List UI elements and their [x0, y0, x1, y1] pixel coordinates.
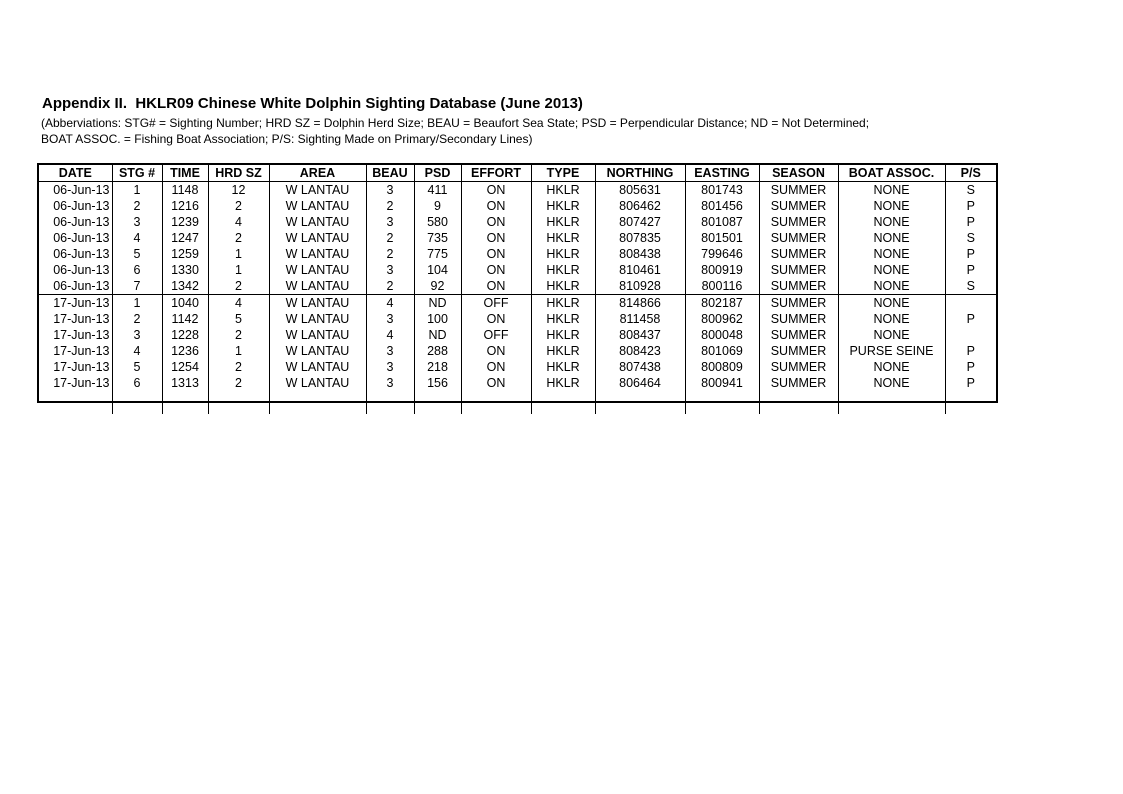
table-cell: 06-Jun-13 — [53, 262, 110, 277]
table-cell: P — [945, 311, 996, 327]
table-cell: HKLR — [531, 311, 595, 327]
table-cell: HKLR — [531, 359, 595, 375]
table-cell-empty — [838, 391, 945, 414]
table-cell: HKLR — [531, 214, 595, 230]
table-cell: 800048 — [685, 327, 759, 343]
table-cell: 1 — [112, 182, 162, 199]
table-cell: 800919 — [685, 262, 759, 278]
table-cell: 800962 — [685, 311, 759, 327]
table-cell: 799646 — [685, 246, 759, 262]
table-cell: 6 — [112, 262, 162, 278]
table-cell-empty — [595, 391, 685, 414]
table-cell: SUMMER — [759, 375, 838, 391]
table-cell: 801087 — [685, 214, 759, 230]
table-cell: 1330 — [162, 262, 208, 278]
table-cell: 411 — [414, 182, 461, 199]
table-cell: SUMMER — [759, 230, 838, 246]
table-cell-empty — [112, 391, 162, 414]
table-cell: 2 — [112, 198, 162, 214]
table-cell: ON — [461, 359, 531, 375]
table-cell-empty — [461, 391, 531, 414]
table-cell: 2 — [208, 327, 269, 343]
table-cell: 17-Jun-13 — [39, 295, 112, 312]
table-cell-empty — [162, 391, 208, 414]
table-cell: SUMMER — [759, 246, 838, 262]
table-cell: 811458 — [595, 311, 685, 327]
table-cell: W LANTAU — [269, 246, 366, 262]
table-cell-empty — [269, 391, 366, 414]
table-cell: 3 — [366, 214, 414, 230]
table-cell: 1236 — [162, 343, 208, 359]
table-cell: S — [945, 278, 996, 295]
table-cell: 800116 — [685, 278, 759, 295]
table-cell: SUMMER — [759, 327, 838, 343]
table-cell: 12 — [208, 182, 269, 199]
table-cell: ON — [461, 246, 531, 262]
table-cell: 2 — [366, 198, 414, 214]
table-cell: 580 — [414, 214, 461, 230]
table-cell: NONE — [838, 327, 945, 343]
table-row — [39, 359, 996, 375]
table-cell: HKLR — [531, 182, 595, 199]
table-cell: 06-Jun-13 — [53, 214, 110, 229]
table-cell: 1313 — [162, 375, 208, 391]
table-cell: HKLR — [531, 343, 595, 359]
column-header: PSD — [414, 165, 461, 182]
table-cell: HKLR — [531, 327, 595, 343]
column-header: HRD SZ — [208, 165, 269, 182]
table-row — [39, 295, 996, 312]
table-cell: HKLR — [531, 230, 595, 246]
table-cell: 17-Jun-13 — [53, 343, 110, 358]
table-cell: SUMMER — [759, 343, 838, 359]
table-cell: 3 — [366, 343, 414, 359]
table-cell-empty — [39, 391, 112, 414]
table-cell — [945, 327, 996, 343]
table-row — [39, 230, 996, 246]
table-cell: 2 — [208, 375, 269, 391]
table-cell: 3 — [366, 262, 414, 278]
table-cell: 2 — [366, 230, 414, 246]
table-cell: OFF — [461, 295, 531, 312]
table-row — [39, 278, 996, 295]
table-header-row — [39, 165, 996, 182]
table-cell: 814866 — [595, 295, 685, 312]
table-cell: HKLR — [531, 278, 595, 295]
table-cell: W LANTAU — [269, 375, 366, 391]
table-cell: HKLR — [531, 375, 595, 391]
table-cell: SUMMER — [759, 198, 838, 214]
table-cell: NONE — [838, 359, 945, 375]
table-cell: NONE — [838, 214, 945, 230]
table-cell: 2 — [208, 278, 269, 295]
table-cell — [945, 295, 996, 312]
table-cell: 06-Jun-13 — [53, 246, 110, 261]
table-cell: NONE — [838, 311, 945, 327]
table-cell: 1 — [208, 246, 269, 262]
table-cell: 1142 — [162, 311, 208, 327]
table-row — [39, 214, 996, 230]
table-cell: SUMMER — [759, 278, 838, 295]
table-cell: 4 — [112, 230, 162, 246]
table-cell: NONE — [838, 198, 945, 214]
table-cell: NONE — [838, 278, 945, 295]
table-cell: 06-Jun-13 — [53, 182, 110, 197]
sighting-table-frame — [37, 163, 998, 403]
table-cell-empty — [945, 391, 996, 414]
table-cell: 2 — [366, 278, 414, 295]
table-cell: 5 — [208, 311, 269, 327]
table-cell: 17-Jun-13 — [53, 327, 110, 342]
table-cell: 100 — [414, 311, 461, 327]
table-cell: NONE — [838, 182, 945, 199]
table-cell: 2 — [208, 198, 269, 214]
table-cell: 808438 — [595, 246, 685, 262]
table-cell: 1148 — [162, 182, 208, 199]
column-header: NORTHING — [595, 165, 685, 182]
table-cell: 156 — [414, 375, 461, 391]
table-cell: 3 — [112, 214, 162, 230]
table-cell: PURSE SEINE — [838, 343, 945, 359]
table-row — [39, 375, 996, 391]
table-cell: 4 — [366, 295, 414, 312]
table-cell: 805631 — [595, 182, 685, 199]
table-cell: 802187 — [685, 295, 759, 312]
table-cell: 807438 — [595, 359, 685, 375]
table-cell: W LANTAU — [269, 230, 366, 246]
table-cell: P — [945, 359, 996, 375]
table-cell: 4 — [208, 295, 269, 312]
table-cell: 2 — [208, 230, 269, 246]
table-cell: P — [945, 375, 996, 391]
column-header: SEASON — [759, 165, 838, 182]
table-row — [39, 182, 996, 199]
table-cell: SUMMER — [759, 295, 838, 312]
table-cell: 806462 — [595, 198, 685, 214]
table-cell: 735 — [414, 230, 461, 246]
table-cell: P — [945, 262, 996, 278]
abbreviations-line-1: (Abberviations: STG# = Sighting Number; HRD SZ = Dolphin Herd Size; BEAU = Beaufort Sea State; PSD = Perpendicular Distance; ND = Not Determined; — [41, 116, 870, 130]
table-cell: 806464 — [595, 375, 685, 391]
table-cell: S — [945, 230, 996, 246]
table-cell: 1254 — [162, 359, 208, 375]
table-cell: 807835 — [595, 230, 685, 246]
table-cell: HKLR — [531, 295, 595, 312]
table-cell: 801743 — [685, 182, 759, 199]
column-header: BOAT ASSOC. — [838, 165, 945, 182]
table-cell: 3 — [366, 359, 414, 375]
table-cell: ON — [461, 198, 531, 214]
table-cell: ND — [414, 327, 461, 343]
table-cell: NONE — [838, 375, 945, 391]
table-cell: 6 — [112, 375, 162, 391]
table-cell: 1216 — [162, 198, 208, 214]
column-header: STG # — [112, 165, 162, 182]
table-cell: ON — [461, 262, 531, 278]
table-cell: 800941 — [685, 375, 759, 391]
table-cell: ON — [461, 214, 531, 230]
table-row — [39, 311, 996, 327]
table-cell: 5 — [112, 359, 162, 375]
table-cell: NONE — [838, 246, 945, 262]
table-row — [39, 262, 996, 278]
table-cell: OFF — [461, 327, 531, 343]
table-cell: W LANTAU — [269, 214, 366, 230]
table-cell: ON — [461, 311, 531, 327]
table-cell: 17-Jun-13 — [53, 375, 110, 390]
table-cell: 1342 — [162, 278, 208, 295]
table-cell-empty — [208, 391, 269, 414]
table-cell: 801501 — [685, 230, 759, 246]
table-cell: W LANTAU — [269, 198, 366, 214]
column-header: DATE — [39, 165, 112, 182]
table-cell: W LANTAU — [269, 295, 366, 312]
table-cell: 17-Jun-13 — [53, 359, 110, 374]
table-cell: 7 — [112, 278, 162, 295]
table-cell: W LANTAU — [269, 311, 366, 327]
table-cell: 2 — [366, 246, 414, 262]
table-cell: 2 — [112, 311, 162, 327]
table-cell: NONE — [838, 295, 945, 312]
table-cell: 808423 — [595, 343, 685, 359]
table-cell: 1259 — [162, 246, 208, 262]
table-cell: 801069 — [685, 343, 759, 359]
table-cell: 2 — [208, 359, 269, 375]
table-cell: ON — [461, 375, 531, 391]
table-cell: 4 — [208, 214, 269, 230]
table-cell: 810928 — [595, 278, 685, 295]
abbreviations-line-2: BOAT ASSOC. = Fishing Boat Association; P/S: Sighting Made on Primary/Secondary Lines) — [41, 132, 533, 146]
table-cell: 218 — [414, 359, 461, 375]
table-row — [39, 343, 996, 359]
table-cell: 17-Jun-13 — [53, 311, 110, 326]
table-cell: ON — [461, 230, 531, 246]
table-cell: W LANTAU — [269, 278, 366, 295]
table-cell-empty — [759, 391, 838, 414]
table-cell: 06-Jun-13 — [53, 278, 110, 293]
column-header: BEAU — [366, 165, 414, 182]
table-cell: HKLR — [531, 262, 595, 278]
table-cell-empty — [414, 391, 461, 414]
table-cell: 1 — [112, 295, 162, 312]
table-cell: 3 — [366, 311, 414, 327]
table-filler-row — [39, 391, 996, 414]
table-cell: SUMMER — [759, 262, 838, 278]
table-cell: P — [945, 198, 996, 214]
table-cell: 104 — [414, 262, 461, 278]
table-cell: SUMMER — [759, 311, 838, 327]
column-header: AREA — [269, 165, 366, 182]
table-cell: ON — [461, 278, 531, 295]
column-header: EASTING — [685, 165, 759, 182]
table-cell: SUMMER — [759, 359, 838, 375]
sighting-table — [39, 165, 996, 414]
table-cell: 4 — [366, 327, 414, 343]
table-row — [39, 246, 996, 262]
table-cell: SUMMER — [759, 182, 838, 199]
table-cell: 4 — [112, 343, 162, 359]
column-header: TYPE — [531, 165, 595, 182]
table-cell: 06-Jun-13 — [53, 198, 110, 213]
table-cell: 801456 — [685, 198, 759, 214]
table-cell: ON — [461, 343, 531, 359]
table-cell: W LANTAU — [269, 343, 366, 359]
table-cell: NONE — [838, 262, 945, 278]
table-row — [39, 198, 996, 214]
table-cell: S — [945, 182, 996, 199]
table-cell: W LANTAU — [269, 262, 366, 278]
table-cell: HKLR — [531, 198, 595, 214]
table-cell: 1247 — [162, 230, 208, 246]
table-cell: P — [945, 246, 996, 262]
table-cell: 9 — [414, 198, 461, 214]
table-cell: 06-Jun-13 — [53, 230, 110, 245]
page-title: Appendix II. HKLR09 Chinese White Dolphin Sighting Database (June 2013) — [42, 95, 583, 112]
table-cell: 5 — [112, 246, 162, 262]
table-cell: W LANTAU — [269, 182, 366, 199]
column-header: TIME — [162, 165, 208, 182]
table-cell: 1239 — [162, 214, 208, 230]
table-cell: 92 — [414, 278, 461, 295]
column-header: P/S — [945, 165, 996, 182]
table-cell: P — [945, 214, 996, 230]
table-row — [39, 327, 996, 343]
table-cell: 1 — [208, 262, 269, 278]
table-cell: 1040 — [162, 295, 208, 312]
table-cell: W LANTAU — [269, 327, 366, 343]
table-cell: 810461 — [595, 262, 685, 278]
table-cell: ND — [414, 295, 461, 312]
table-cell-empty — [366, 391, 414, 414]
table-cell: 288 — [414, 343, 461, 359]
table-cell: 1 — [208, 343, 269, 359]
table-cell: SUMMER — [759, 214, 838, 230]
table-cell: 775 — [414, 246, 461, 262]
table-cell-empty — [685, 391, 759, 414]
table-cell: 800809 — [685, 359, 759, 375]
table-cell: P — [945, 343, 996, 359]
table-cell: 3 — [112, 327, 162, 343]
table-cell: 807427 — [595, 214, 685, 230]
table-cell: 3 — [366, 182, 414, 199]
table-cell: 3 — [366, 375, 414, 391]
table-cell: W LANTAU — [269, 359, 366, 375]
table-cell: 808437 — [595, 327, 685, 343]
table-body — [39, 182, 996, 415]
column-header: EFFORT — [461, 165, 531, 182]
table-cell: NONE — [838, 230, 945, 246]
table-cell: 1228 — [162, 327, 208, 343]
table-cell: HKLR — [531, 246, 595, 262]
table-cell: ON — [461, 182, 531, 199]
table-cell-empty — [531, 391, 595, 414]
